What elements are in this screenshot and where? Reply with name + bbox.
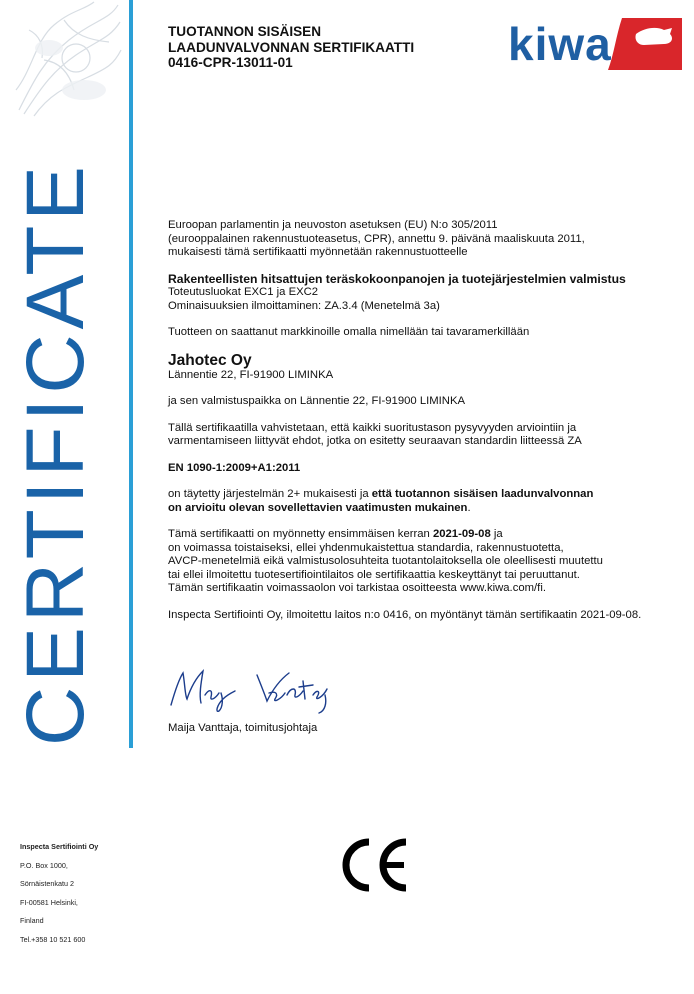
header-title-line1: TUOTANNON SISÄISEN: [168, 24, 322, 39]
issuer-address: [20, 838, 98, 949]
address-company: Inspecta Sertifiointi Oy: [20, 842, 99, 851]
logo-text: kiwa: [508, 18, 612, 70]
validity-line-5: Tämän sertifikaatin voimassaolon voi tarkistaa osoitteesta www.kiwa.com/fi.: [168, 582, 546, 594]
validity-line-3: AVCP-menetelmiä eikä valmistusolosuhteita tuotantolaitoksella ole oleellisesti muutettu: [168, 555, 603, 567]
validity-line-2: on voimassa toistaiseksi, ellei yhdenmukaistettua standardia, rakennustuotetta,: [168, 541, 564, 554]
address-phone: Tel.+358 10 521 600: [20, 934, 86, 944]
kiwa-logo: [504, 14, 684, 72]
regulation-line-2: (eurooppalainen rakennustuoteasetus, CPR), annettu 9. päivänä maaliskuuta 2011,: [168, 232, 585, 245]
market-intro: Tuotteen on saattanut markkinoille omalla nimellään tai tavaramerkillään: [168, 326, 530, 338]
validity-line-1: Tämä sertifikaatti on myönnetty ensimmäisen kerran 2021-09-08 ja: [168, 528, 503, 540]
ce-mark-icon: [336, 836, 412, 894]
confirmation-line-1: Tällä sertifikaatilla vahvistetaan, että kaikki suoritustason pysyvyyden arviointiin ja: [168, 421, 577, 434]
certificate-header: [168, 24, 488, 71]
signatory-name: Maija Vanttaja, toimitusjohtaja: [168, 722, 318, 734]
certificate-number: 0416-CPR-13011-01: [168, 55, 293, 70]
validity-line-4: tai ellei ilmoitettu tuotesertifiointilaitos ole sertifikaattia keskeyttänyt tai peruuttanut.: [168, 568, 580, 581]
confirmation-line-2: varmentamiseen liittyvät ehdot, jotka on esitetty seuraavan standardin liitteessä ZA: [168, 435, 582, 447]
system-statement-line-1: on täytetty järjestelmän 2+ mukaisesti ja että tuotannon sisäisen laadunvalvonnan: [168, 488, 594, 500]
company-name: Jahotec Oy: [168, 351, 252, 369]
product-title: Rakenteellisten hitsattujen teräskokoonpanojen ja tuotejärjestelmien valmistus: [168, 271, 626, 286]
watermark-illustration: [14, 0, 122, 118]
system-statement-line-2: on arvioitu olevan sovellettavien vaatimusten mukainen.: [168, 501, 471, 514]
properties-declaration: Ominaisuuksien ilmoittaminen: ZA.3.4 (Menetelmä 3a): [168, 299, 440, 312]
company-address: Lännentie 22, FI-91900 LIMINKA: [168, 368, 334, 381]
address-country: Finland: [20, 916, 44, 925]
execution-classes: Toteutusluokat EXC1 ja EXC2: [168, 286, 319, 298]
certificate-body: [168, 219, 678, 622]
side-accent-bar: [129, 0, 133, 748]
issuer-statement: Inspecta Sertifiointi Oy, ilmoitettu laitos n:o 0416, on myöntänyt tämän sertifikaatin 2021-09-08.: [168, 608, 642, 621]
signature-image: [165, 665, 335, 715]
regulation-line-1: Euroopan parlamentin ja neuvoston asetuksen (EU) N:o 305/2011: [168, 219, 498, 231]
address-po-box: P.O. Box 1000,: [20, 860, 68, 870]
manufacturing-place: ja sen valmistuspaikka on Lännentie 22, FI-91900 LIMINKA: [168, 395, 466, 407]
standard-reference: EN 1090-1:2009+A1:2011: [168, 461, 301, 474]
address-street: Sörnäistenkatu 2: [20, 879, 74, 888]
regulation-line-3: mukaisesti tämä sertifikaatti myönnetään rakennustuotteelle: [168, 246, 468, 258]
address-postal: FI-00581 Helsinki,: [20, 897, 78, 907]
header-title-line2: LAADUNVALVONNAN SERTIFIKAATTI: [168, 39, 415, 55]
